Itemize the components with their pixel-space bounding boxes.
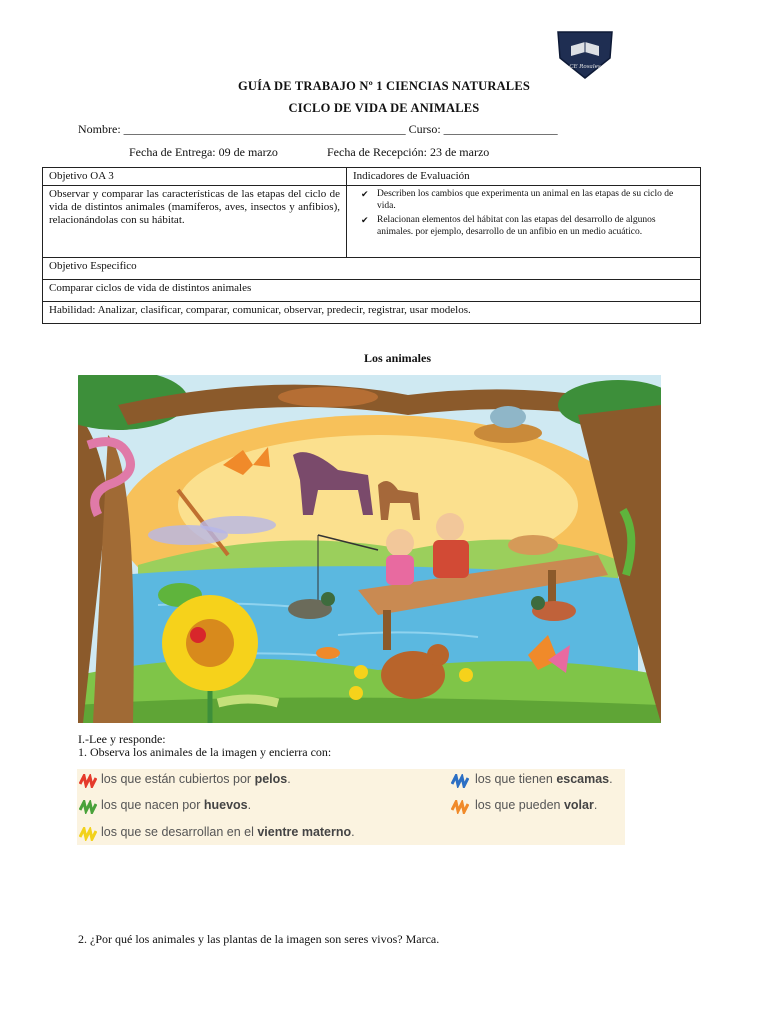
indicator-item: ✔ Relacionan elementos del hábitat con las etapas del desarrollo de algunos animales. por ejemplo, desarrollo de un anfibio en un medio acuático. [361, 215, 656, 237]
orange-scribble-icon [451, 800, 469, 814]
school-logo [554, 28, 616, 80]
section-title: Los animales [363, 351, 431, 365]
legend-item: los que se desarrollan en el vientre materno. [101, 825, 355, 839]
skills-text: Habilidad: Analizar, clasificar, comparar, comunicar, observar, predecir, registrar, usar modelos. [43, 302, 701, 324]
indicators-title: Indicadores de Evaluación [347, 168, 701, 186]
specific-text: Comparar ciclos de vida de distintos animales [43, 280, 701, 302]
worksheet-subtitle: CICLO DE VIDA DE ANIMALES [288, 101, 480, 115]
legend-item: los que tienen escamas. [475, 772, 613, 786]
legend-item: los que están cubiertos por pelos. [101, 772, 291, 786]
question-1: 1. Observa los animales de la imagen y encierra con: [78, 745, 332, 759]
objective-title: Objetivo OA 3 [43, 168, 347, 186]
name-label: Nombre: [78, 122, 121, 136]
svg-text:CE Rosales: CE Rosales [569, 64, 601, 70]
instruction-part: I.-Lee y responde: [78, 732, 166, 746]
red-scribble-icon [79, 774, 97, 788]
animals-illustration [78, 375, 661, 723]
yellow-scribble-icon [79, 827, 97, 841]
name-line [78, 122, 558, 137]
delivery-date: Fecha de Entrega: 09 de marzo [129, 145, 278, 159]
worksheet-title: GUÍA DE TRABAJO Nº 1 CIENCIAS NATURALES [237, 79, 531, 93]
blue-scribble-icon [451, 774, 469, 788]
objective-text: Observar y comparar las características de las etapas del ciclo de vida de distintos animales (mamíferos, aves, insectos y anfibios), relacionándolas con su hábitat. [43, 186, 347, 258]
question-2: 2. ¿Por qué los animales y las plantas de la imagen son seres vivos? Marca. [78, 932, 440, 946]
name-field[interactable]: _______________________________________________ [123, 122, 406, 136]
legend-item: los que nacen por huevos. [101, 798, 252, 812]
indicator-item: ✔ Describen los cambios que experimenta un animal en las etapas de su ciclo de vida. [361, 189, 674, 211]
color-legend [77, 769, 625, 845]
reception-date: Fecha de Recepción: 23 de marzo [327, 145, 490, 159]
legend-item: los que pueden volar. [475, 798, 598, 812]
course-field[interactable]: ___________________ [443, 122, 558, 136]
specific-title: Objetivo Especifico [43, 258, 701, 280]
objectives-table [42, 167, 701, 324]
course-label: Curso: [408, 122, 441, 136]
check-icon: ✔ [361, 189, 369, 199]
check-icon: ✔ [361, 215, 369, 225]
green-scribble-icon [79, 800, 97, 814]
indicators-cell [347, 186, 701, 258]
